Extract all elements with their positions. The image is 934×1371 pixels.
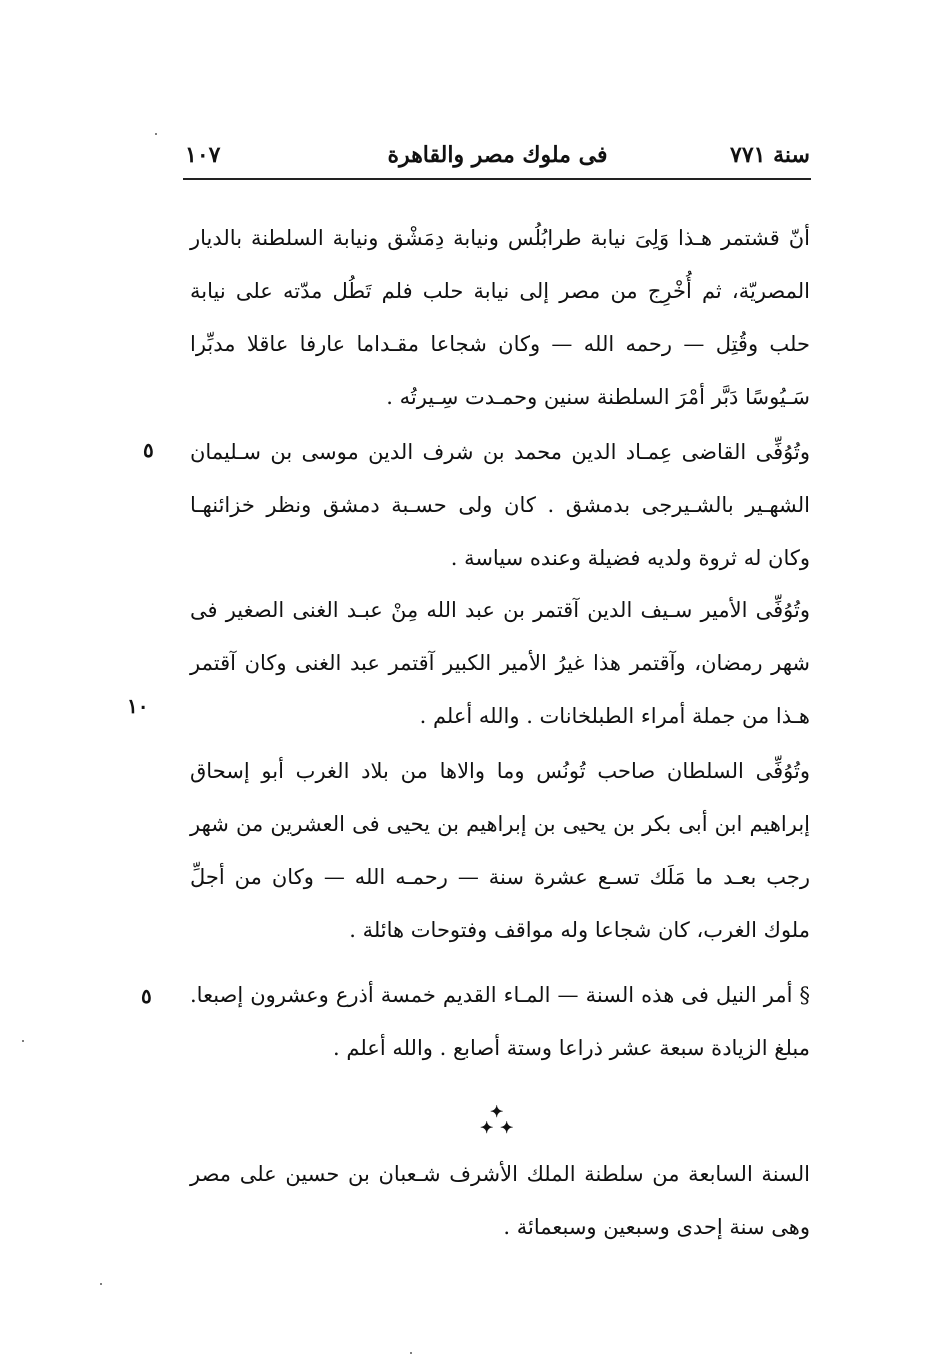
page-number: ١٠٧	[185, 142, 221, 168]
header-title: فى ملوك مصر والقاهرة	[387, 142, 608, 168]
header-rule	[183, 178, 811, 180]
paragraph: § أمر النيل فى هذه السنة — المـاء القديم خمسة أذرع وعشرون إصبعا. مبلغ الزيادة سبعة عشر ذراعا وستة أصابع . والله أعلم .	[190, 983, 810, 1060]
header-year: سنة ٧٧١	[730, 142, 810, 168]
paragraph-qushtumur-block	[190, 212, 810, 424]
scan-speck	[410, 1352, 412, 1354]
paragraph: وتُوُفِّى الأمير سـيف الدين آقتمر بن عبد الله مِنْ عبـد الغنى الصغير فى شهر رمضان، وآقتمر هذا غيرُ الأمير الكبير آقتمر عبد الغنى وكان آقتمر هـذا من جملة أمراء الطبلخانات . والله أعلم .	[190, 598, 810, 728]
line-number-marker: ١٠	[127, 694, 149, 718]
paragraph-nile-block	[190, 969, 810, 1075]
scan-speck	[100, 1283, 102, 1285]
paragraph-tunis-sultan-block	[190, 745, 810, 957]
paragraph-new-year-block	[190, 1148, 810, 1254]
scan-speck	[22, 1040, 24, 1042]
line-number-marker: ٥	[143, 438, 154, 462]
paragraph-imad-block	[190, 426, 810, 585]
paragraph-aqtamur-block	[190, 584, 810, 743]
paragraph: وتُوُفِّى السلطان صاحب تُونُس وما والاها من بلاد الغرب أبو إسحاق إبراهيم ابن أبى بكر بن يحيى بن إبراهيم بن يحيى فى العشرين من شهر رجب بعـد ما مَلَك تسـع عشرة سنة — رحمـه الله — وكان من أجلِّ ملوك الغرب، كان شجاعا وله مواقف وفتوحات هائلة .	[190, 759, 810, 942]
running-header	[185, 138, 810, 178]
scan-speck	[155, 133, 157, 135]
paragraph: وتُوُفِّى القاضى عِمـاد الدين محمد بن شرف الدين موسى بن سـليمان الشهـير بالشـيرجى بدمشق . كان ولى حسـبة دمشق ونظر خزائنهـا وكان له ثروة ولديه فضيلة وعنده سياسة .	[190, 440, 810, 570]
paragraph: أنّ قشتمر هـذا وَلِىَ نيابة طرابُلُس ونيابة دِمَشْق ونيابة السلطنة بالديار المصريّة، ثم أُخْرِج من مصر إلى نيابة حلب فلم تَطُل مدّته على نيابة حلب وقُتِل — رحمه الله — وكان شجاعا مقـداما عارفا عاقلا مدبِّرا سَـيُوسًا دَبَّر أمْرَ السلطنة سنين وحمـدت سِـيرتُه .	[190, 226, 810, 409]
line-number-marker: ٥	[141, 984, 152, 1008]
paragraph: السنة السابعة من سلطنة الملك الأشرف شـعبان بن حسين على مصر وهى سنة إحدى وسبعين وسبعمائة .	[190, 1162, 810, 1239]
section-ornament: ✦ ✦ ✦	[480, 1102, 514, 1137]
